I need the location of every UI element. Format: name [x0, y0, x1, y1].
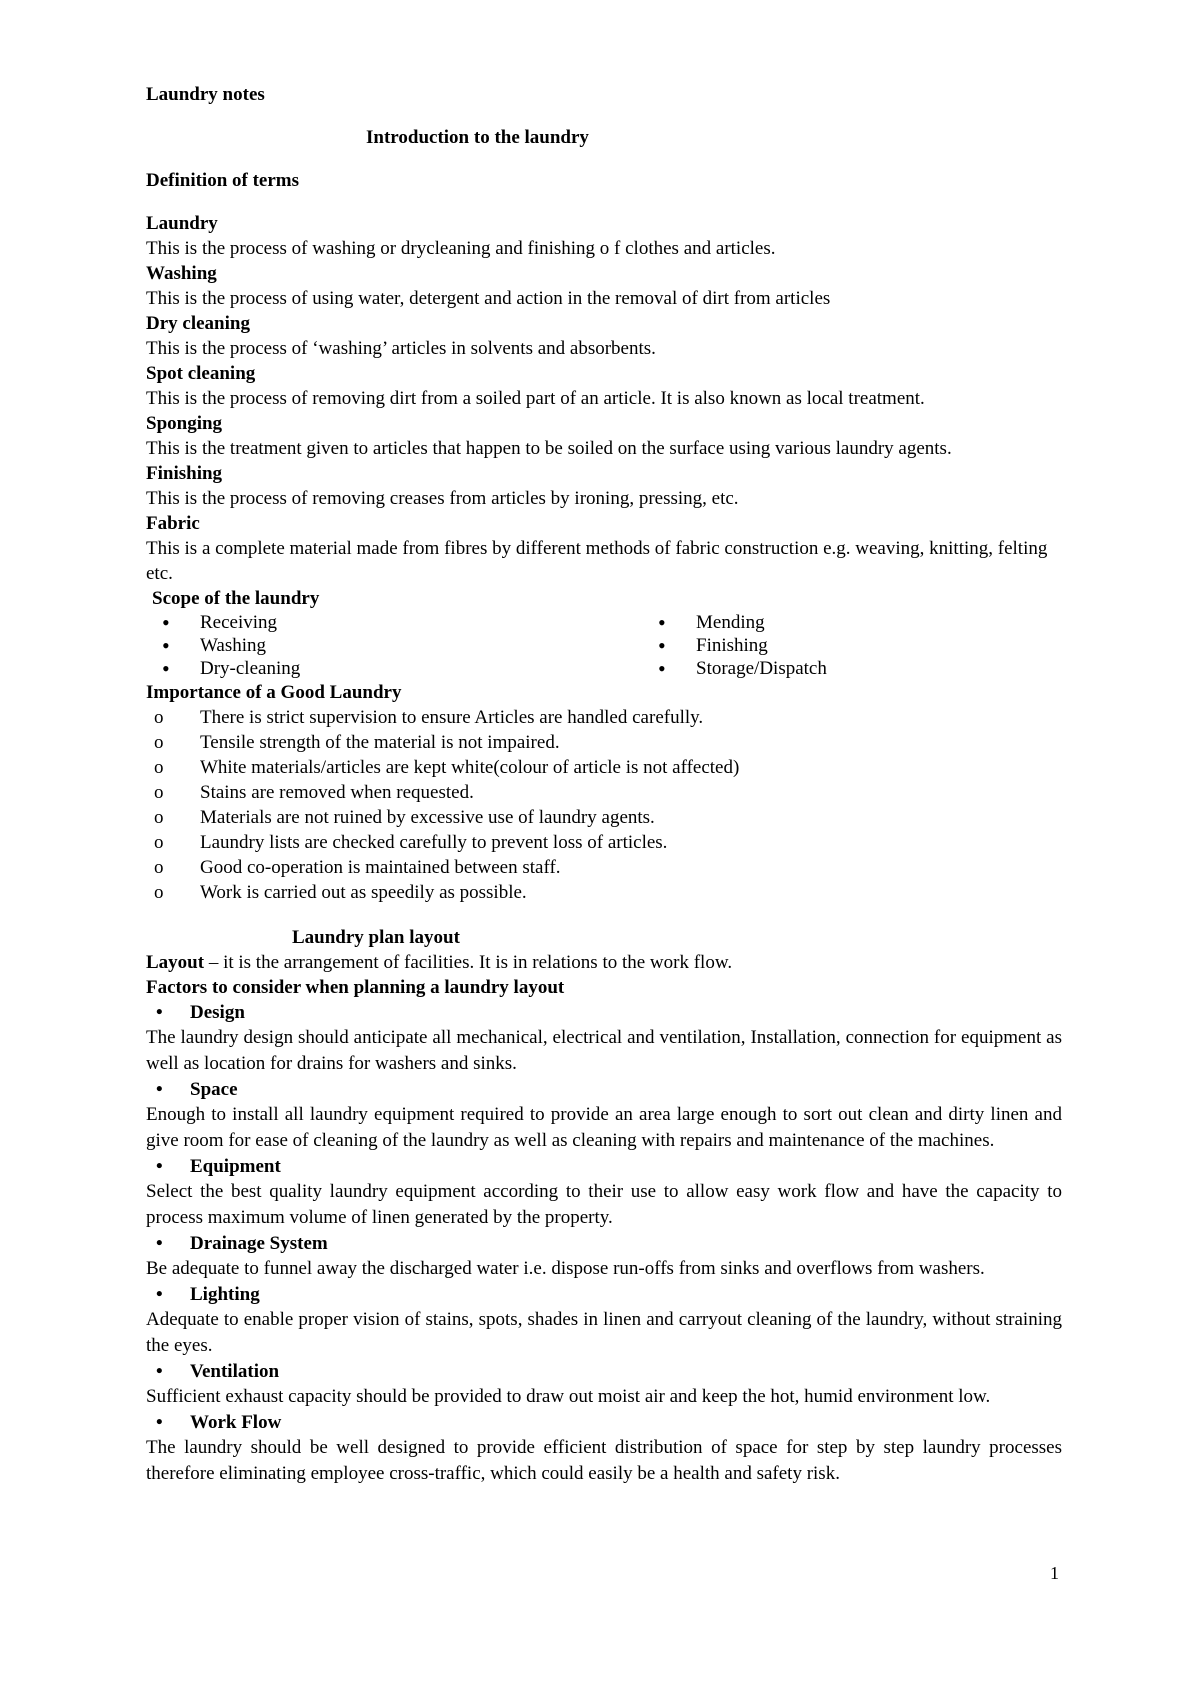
scope-item: • Dry-cleaning	[146, 657, 642, 680]
factor-heading: • Space	[146, 1077, 1062, 1102]
factor-text: Adequate to enable proper vision of stains, spots, shades in linen and carryout cleaning of the laundry, without straining the eyes.	[146, 1309, 1062, 1356]
document-page	[146, 82, 1062, 1487]
term-definition: This is a complete material made from fibres by different methods of fabric construction e.g. weaving, knitting, felting etc.	[146, 538, 1048, 584]
term: Finishing	[146, 463, 223, 484]
factor-text: Sufficient exhaust capacity should be provided to draw out moist air and keep the hot, humid environment low.	[146, 1386, 991, 1407]
scope-heading: Scope of the laundry	[152, 588, 320, 609]
factor-text: Be adequate to funnel away the discharged water i.e. dispose run-offs from sinks and overflows from washers.	[146, 1258, 985, 1279]
scope-item: • Storage/Dispatch	[642, 657, 827, 680]
term: Spot cleaning	[146, 363, 256, 384]
definitions-heading: Definition of terms	[146, 170, 300, 191]
scope-item: • Finishing	[642, 634, 827, 657]
factor-heading: • Lighting	[146, 1282, 1062, 1307]
term: Fabric	[146, 513, 200, 534]
page-number: 1	[1050, 1563, 1059, 1583]
term: Washing	[146, 263, 217, 284]
scope-list	[146, 611, 1062, 680]
factor-text: Enough to install all laundry equipment required to provide an area large enough to sort out clean and dirty linen and give room for ease of cleaning of the laundry as well as cleaning with repairs and maintenance of the machines.	[146, 1104, 1062, 1151]
factor-text: Select the best quality laundry equipment according to their use to allow easy work flow and have the capacity to process maximum volume of linen generated by the property.	[146, 1181, 1062, 1228]
factors-list	[146, 1000, 1062, 1487]
importance-list	[146, 705, 1062, 905]
term: Dry cleaning	[146, 313, 250, 334]
layout-term: Layout	[146, 952, 205, 973]
importance-item: o Materials are not ruined by excessive use of laundry agents.	[146, 805, 1062, 830]
scope-item: • Washing	[146, 634, 642, 657]
intro-heading: Introduction to the laundry	[366, 127, 589, 148]
term-definition: This is the process of ‘washing’ articles in solvents and absorbents.	[146, 338, 656, 359]
definition-list	[146, 211, 1062, 586]
importance-item: o White materials/articles are kept white(colour of article is not affected)	[146, 755, 1062, 780]
document-title: Laundry notes	[146, 84, 265, 105]
term-definition: This is the process of removing dirt from a soiled part of an article. It is also known as local treatment.	[146, 388, 925, 409]
factor-heading: • Ventilation	[146, 1359, 1062, 1384]
factor-text: The laundry should be well designed to provide efficient distribution of space for step by step laundry processes therefore eliminating employee cross-traffic, which could easily be a health and safety risk.	[146, 1437, 1062, 1484]
term: Laundry	[146, 213, 218, 234]
scope-item: • Mending	[642, 611, 827, 634]
factor-heading: • Work Flow	[146, 1410, 1062, 1435]
term-definition: This is the process of using water, detergent and action in the removal of dirt from articles	[146, 288, 831, 309]
factor-heading: • Design	[146, 1000, 1062, 1025]
importance-item: o Tensile strength of the material is not impaired.	[146, 730, 1062, 755]
factor-heading: • Equipment	[146, 1154, 1062, 1179]
scope-item: • Receiving	[146, 611, 642, 634]
factor-heading: • Drainage System	[146, 1231, 1062, 1256]
term-definition: This is the process of washing or drycleaning and finishing o f clothes and articles.	[146, 238, 776, 259]
factor-text: The laundry design should anticipate all mechanical, electrical and ventilation, Installation, connection for equipment as well as location for drains for washers and sinks.	[146, 1027, 1062, 1074]
term: Sponging	[146, 413, 223, 434]
importance-heading: Importance of a Good Laundry	[146, 682, 402, 703]
importance-item: o Stains are removed when requested.	[146, 780, 1062, 805]
importance-item: o There is strict supervision to ensure Articles are handled carefully.	[146, 705, 1062, 730]
term-definition: This is the treatment given to articles that happen to be soiled on the surface using various laundry agents.	[146, 438, 952, 459]
importance-item: o Laundry lists are checked carefully to prevent loss of articles.	[146, 830, 1062, 855]
plan-heading: Laundry plan layout	[292, 927, 460, 948]
importance-item: o Good co-operation is maintained between staff.	[146, 855, 1062, 880]
layout-definition	[146, 950, 1062, 975]
layout-text: – it is the arrangement of facilities. It is in relations to the work flow.	[204, 952, 733, 973]
term-definition: This is the process of removing creases from articles by ironing, pressing, etc.	[146, 488, 739, 509]
factors-heading: Factors to consider when planning a laundry layout	[146, 977, 565, 998]
importance-item: o Work is carried out as speedily as possible.	[146, 880, 1062, 905]
